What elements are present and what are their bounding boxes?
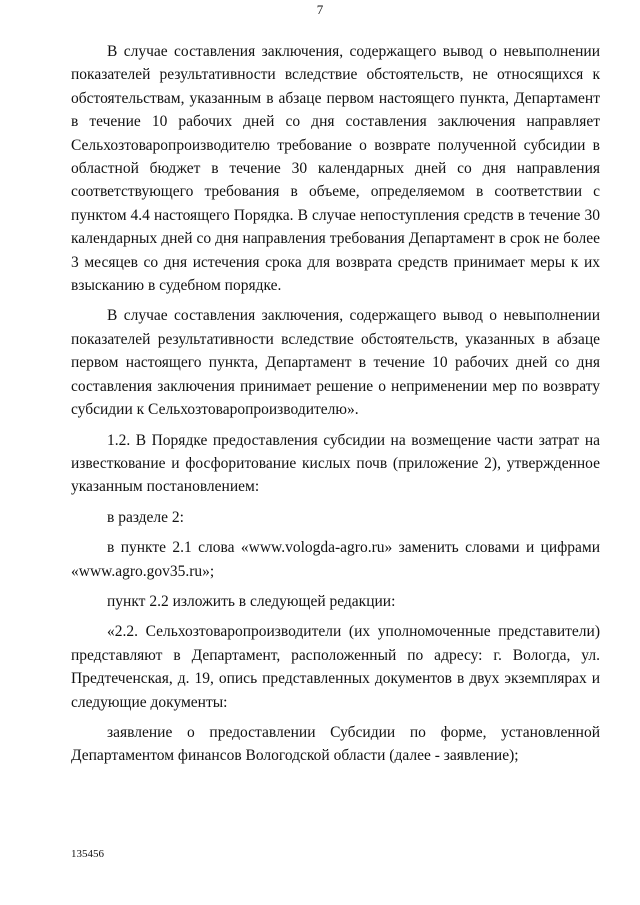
paragraph-application: заявление о предоставлении Субсидии по форме, установленной Департаментом финансов Вологодской области (далее - заявление); <box>71 723 600 765</box>
document-code: 135456 <box>71 848 104 860</box>
paragraph-nonfulfillment-return: В случае составления заключения, содержащего вывод о невыполнении показателей результативности вследствие обстоятельств, не относящихся к обстоятельствам, указанным в абзаце первом настоящего пункта, Департамент в течение 10 рабочих дней со дня составления заключения направляет Сельхозтоваропроизводителю требование о возврате полученной субсидии в областной бюджет в течение 30 календарных дней со дня направления соответствующего требования в объеме, определяемом в соответствии с пунктом 4.4 настоящего Порядка. В случае непоступления средств в течение 30 календарных дней со дня направления требования Департамент в срок не более 3 месяцев со дня истечения срока для возврата средств принимает меры к их взысканию в судебном порядке. <box>71 43 600 295</box>
paragraph-point-2-2-intro: пункт 2.2 изложить в следующей редакции: <box>107 592 396 610</box>
document-body <box>71 40 600 768</box>
paragraph-section-1-2: 1.2. В Порядке предоставления субсидии на возмещение части затрат на известкование и фосфоритование кислых почв (приложение 2), утвержденное указанным постановлением: <box>71 431 600 496</box>
page-number: 7 <box>316 2 324 17</box>
paragraph-point-2-1: в пункте 2.1 слова «www.vologda-agro.ru» заменить словами и цифрами «www.agro.gov35.ru»; <box>71 539 600 580</box>
paragraph-point-2-2-text: «2.2. Сельхозтоваропроизводители (их уполномоченные представители) представляют в Департамент, расположенный по адресу: г. Вологда, ул. Предтеченская, д. 19, опись представленных документов в двух экземплярах и следующие документы: <box>71 623 600 711</box>
paragraph-no-return-measures: В случае составления заключения, содержащего вывод о невыполнении показателей результативности вследствие обстоятельств, указанных в абзаце первом настоящего пункта, Департамент в течение 10 рабочих дней со дня составления заключения принимает решение о неприменении мер по возврату субсидии к Сельхозтоваропроизводителю». <box>71 307 600 419</box>
paragraph-section-2: в разделе 2: <box>107 508 184 526</box>
